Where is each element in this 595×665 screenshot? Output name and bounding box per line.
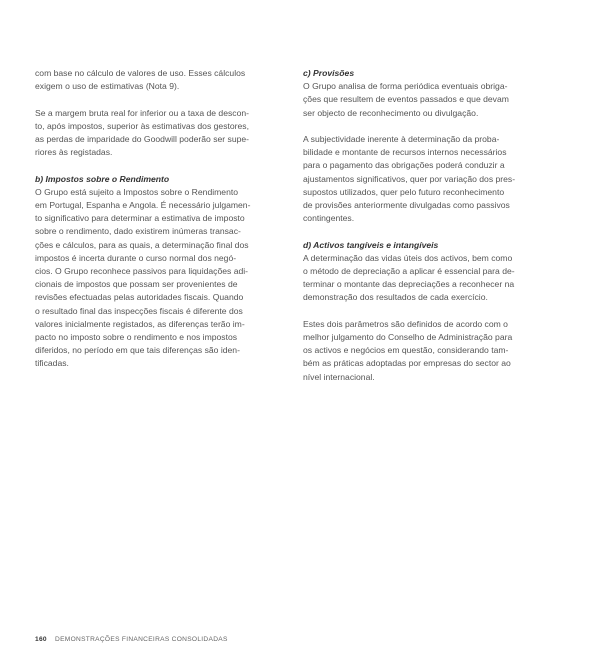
paragraph: O Grupo está sujeito a Impostos sobre o Rendimento em Portugal, Espanha e Angola. É necessário julgamen- to significativo para determinar a estimativa de imposto sobre o rendimento, dado existirem inúmeras transac- ções e cálculos, para as quais, a determinação final dos impostos é incerta durante o curso normal dos negó- cios. O Grupo reconhece passivos para liquidações adi- cionais de impostos que possam ser provenientes de revisões efectuadas pelas autoridades fiscais. Quando o resultado final das inspecções fiscais é diferente dos valores inicialmente registados, as diferenças terão im- pacto no imposto sobre o rendimento e nos impostos diferidos, no período em que tais diferenças são iden- tificadas. xyxy=(35,186,251,369)
paragraph: Se a margem bruta real for inferior ou a taxa de descon- to, após impostos, superior às estimativas dos gestores, as perdas de imparidade do Goodwill poderão ser supe- riores às registadas. xyxy=(35,107,250,158)
right-column xyxy=(303,67,561,397)
paragraph: A determinação das vidas úteis dos activos, bem como o método de depreciação a aplicar é essencial para de- terminar o montante das depreciações a reconhecer na demonstração dos resultados de cada exercício. xyxy=(303,252,515,303)
paragraph: com base no cálculo de valores de uso. Esses cálculos exigem o uso de estimativas (Nota 9). xyxy=(35,68,246,92)
paragraph: O Grupo analisa de forma periódica eventuais obriga- ções que resultem de eventos passados e que devam ser objecto de reconhecimento ou divulgação. xyxy=(303,81,509,118)
footer-section-title: DEMONSTRAÇÕES FINANCEIRAS CONSOLIDADAS xyxy=(55,636,228,643)
page-footer xyxy=(35,636,228,643)
left-column xyxy=(35,67,293,384)
section-heading-activos: d) Activos tangíveis e intangíveis xyxy=(303,239,439,250)
section-heading-provisoes: c) Provisões xyxy=(303,68,355,78)
page-number: 160 xyxy=(35,636,47,643)
paragraph: Estes dois parâmetros são definidos de acordo com o melhor julgamento do Conselho de Administração para os activos e negócios em questão, considerando tam- bém as práticas adoptadas por empresas do sector ao nível internacional. xyxy=(303,318,513,382)
section-heading-impostos: b) Impostos sobre o Rendimento xyxy=(35,173,170,184)
paragraph: A subjectividade inerente à determinação da proba- bilidade e montante de recursos internos necessários para o pagamento das obrigações poderá conduzir a ajustamentos significativos, quer por variação dos pres- supostos utilizados, quer pelo futuro reconhecimento de provisões anteriormente divulgadas como passivos contingentes. xyxy=(303,134,516,224)
